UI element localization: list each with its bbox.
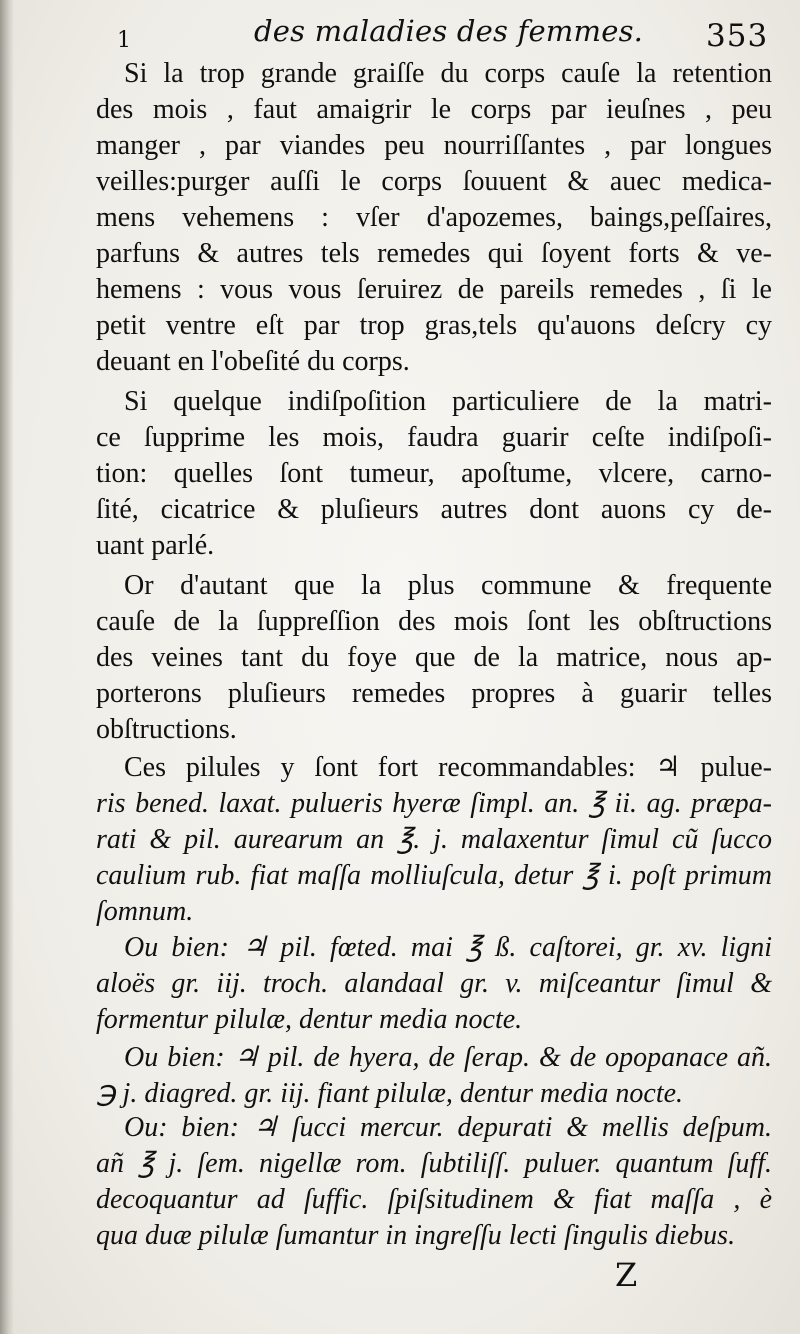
text-line: uant parlé. [96, 530, 215, 561]
text-line: decoquantur ad ſuffic. ſpiſsitudinem & fiat maſſa , è [96, 1184, 772, 1215]
text-line: obſtructions. [96, 714, 237, 745]
signature-mark: Z [615, 1256, 638, 1294]
text-line: manger , par viandes peu nourriſſantes , par longues [96, 130, 772, 161]
text-line: Ou bien: ♃ pil. fœted. mai ℥ ß. caſtorei, gr. xv. ligni [124, 932, 772, 963]
recipe-3 [96, 1040, 772, 1112]
header-mark: 1 [117, 28, 131, 53]
recipe-1 [96, 750, 772, 930]
text-line: des mois , faut amaigrir le corps par ieuſnes , peu [96, 94, 772, 125]
text-line: petit ventre eſt par trop gras,tels qu'auons deſcry cy [96, 310, 772, 341]
running-title: des maladies des femmes. [254, 14, 644, 48]
text-line: Ou bien: ♃ pil. de hyera, de ſerap. & de opopanace añ. [124, 1042, 772, 1073]
text-line: aloës gr. iij. troch. alandaal gr. v. miſceantur ſimul & [96, 968, 772, 999]
text-line: tion: quelles ſont tumeur, apoſtume, vlcere, carno- [96, 458, 772, 489]
text-line: parfuns & autres tels remedes qui ſoyent forts & ve- [96, 238, 772, 269]
text-line: ce ſupprime les mois, faudra guarir ceſte indiſpoſi- [96, 422, 772, 453]
text-line: cauſe de la ſuppreſſion des mois ſont les obſtructions [96, 606, 772, 637]
text-line: des veines tant du foye que de la matrice, nous ap- [96, 642, 772, 673]
text-line: qua duæ pilulæ ſumantur in ingreſſu lecti ſingulis diebus. [96, 1220, 736, 1251]
text-line: Si la trop grande graiſſe du corps cauſe la retention [124, 58, 772, 89]
text-line: caulium rub. fiat maſſa molliuſcula, detur ℥ i. poſt primum [96, 860, 772, 891]
recipe-4 [96, 1110, 772, 1254]
text-line: formentur pilulæ, dentur media nocte. [96, 1004, 523, 1035]
text-line: ris bened. laxat. pulueris hyeræ ſimpl. an. ℥ ii. ag. præpa- [96, 788, 772, 819]
text-line: veilles:purger auſſi le corps ſouuent & auec medica- [96, 166, 772, 197]
text-line: deuant en l'obeſité du corps. [96, 346, 410, 377]
text-line: mens vehemens : vſer d'apozemes, baings,peſſaires, [96, 202, 772, 233]
page-number: 353 [706, 18, 769, 54]
page-binding-edge [0, 0, 14, 1334]
running-header [0, 10, 800, 54]
text-line: ſité, cicatrice & pluſieurs autres dont auons cy de- [96, 494, 772, 525]
text-line: Ces pilules y ſont fort recommandables: ♃ pulue- [124, 752, 772, 783]
text-line: porterons pluſieurs remedes propres à guarir telles [96, 678, 772, 709]
paragraph-1 [96, 56, 772, 380]
paragraph-3 [96, 568, 772, 748]
text-line: rati & pil. aurearum an ℥. j. malaxentur ſimul cũ ſucco [96, 824, 772, 855]
paragraph-2 [96, 384, 772, 564]
recipe-2 [96, 930, 772, 1038]
text-line: Or d'autant que la plus commune & frequente [124, 570, 772, 601]
text-line: Si quelque indiſpoſition particuliere de la matri- [124, 386, 772, 417]
text-line: hemens : vous vous ſeruirez de pareils remedes , ſi le [96, 274, 772, 305]
text-line: ℈ j. diagred. gr. iij. fiant pilulæ, dentur media nocte. [96, 1078, 684, 1109]
text-line: añ ℥ j. ſem. nigellæ rom. ſubtiliſſ. puluer. quantum ſuff. [96, 1148, 772, 1179]
text-line: Ou: bien: ♃ ſucci mercur. depurati & mellis deſpum. [124, 1112, 772, 1143]
text-line: ſomnum. [96, 896, 194, 927]
